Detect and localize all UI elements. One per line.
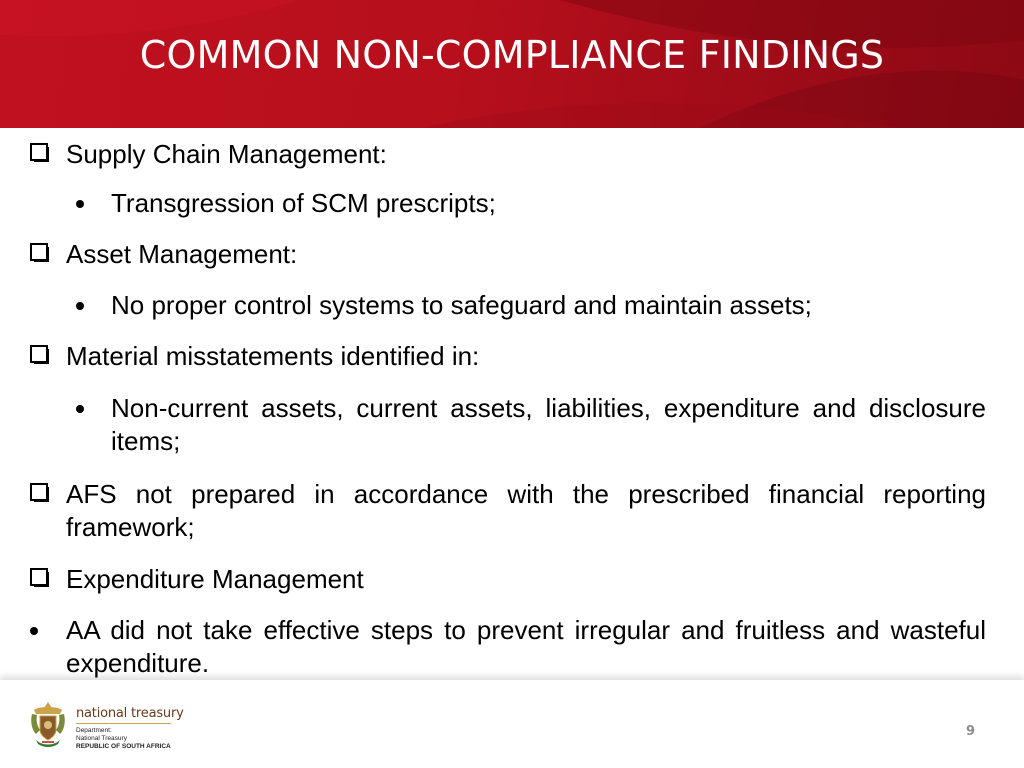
checkbox-bullet-icon — [30, 483, 52, 505]
list-item — [30, 138, 990, 171]
logo-department-label: Department: — [76, 727, 112, 734]
list-item-text: Expenditure Management — [66, 564, 364, 594]
list-item-text: AFS not prepared in accordance with the prescribed financial reporting framework; — [66, 479, 986, 542]
list-item — [30, 340, 990, 373]
bullet-icon — [76, 302, 84, 310]
list-item-text: Transgression of SCM prescripts; — [111, 188, 496, 218]
list-item — [30, 238, 990, 271]
list-item-text: Material misstatements identified in: — [66, 341, 480, 371]
list-item-text: Supply Chain Management: — [66, 139, 387, 169]
list-item — [30, 614, 990, 680]
checkbox-bullet-icon — [30, 568, 52, 590]
bullet-icon — [76, 200, 84, 208]
logo-country: REPUBLIC OF SOUTH AFRICA — [76, 743, 171, 750]
coat-of-arms-icon — [28, 700, 68, 750]
bullet-icon — [76, 405, 84, 413]
page-number: 9 — [966, 724, 976, 739]
list-item-text: No proper control systems to safeguard and maintain assets; — [111, 290, 812, 320]
slide-footer — [0, 680, 1024, 768]
list-item — [74, 289, 990, 322]
checkbox-bullet-icon — [30, 243, 52, 265]
logo-department-name: National Treasury — [76, 735, 127, 742]
list-item — [30, 478, 990, 544]
list-item-text: AA did not take effective steps to prevent irregular and fruitless and wasteful expenditure. — [66, 615, 986, 678]
list-item — [74, 187, 990, 220]
list-item — [30, 563, 990, 596]
list-item-text: Asset Management: — [66, 239, 298, 269]
logo-divider — [76, 723, 171, 724]
slide-title: COMMON NON-COMPLIANCE FINDINGS — [139, 33, 885, 77]
checkbox-bullet-icon — [30, 143, 52, 165]
list-item-text: Non-current assets, current assets, liabilities, expenditure and disclosure items; — [111, 393, 986, 456]
slide-header — [0, 0, 1024, 128]
slide-body — [0, 128, 1024, 680]
list-item — [74, 392, 990, 458]
bullet-icon — [30, 627, 38, 635]
checkbox-bullet-icon — [30, 345, 52, 367]
national-treasury-logo — [76, 706, 184, 751]
logo-name: national treasury — [76, 706, 184, 721]
